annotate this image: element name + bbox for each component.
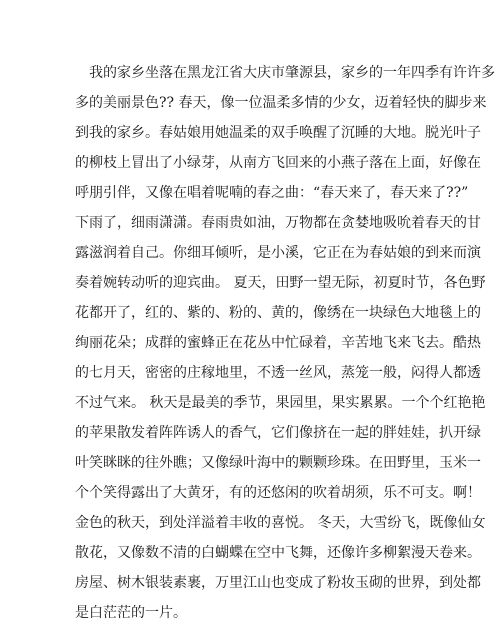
text-line: 的柳枝上冒出了小绿芽，从南方飞回来的小燕子落在上面，好像在 [75,155,481,171]
text-line: 到我的家乡。春姑娘用她温柔的双手唤醒了沉睡的大地。脱光叶子 [75,125,481,141]
text-line: 花都开了，红的、紫的、粉的、黄的，像绣在一块绿色大地毯上的 [75,305,481,321]
text-line: 个个笑得露出了大黄牙，有的还悠闲的吹着胡须，乐不可支。啊！ [75,485,481,501]
text-line: 不过气来。 秋天是最美的季节，果园里，果实累累。一个个红艳艳 [75,395,486,411]
text-line: 的苹果散发着阵阵诱人的香气，它们像挤在一起的胖娃娃，扒开绿 [75,425,481,441]
essay-paragraph [75,58,495,628]
text-line: 是白茫茫的一片。 [75,605,187,621]
text-line: 绚丽花朵；成群的蜜蜂正在花丛中忙碌着，辛苦地飞来飞去。酷热 [75,335,481,351]
text-line: 散花，又像数不清的白蝴蝶在空中飞舞，还像许多柳絮漫天卷来。 [75,545,481,561]
text-line: 金色的秋天，到处洋溢着丰收的喜悦。 冬天，大雪纷飞，既像仙女 [75,515,486,531]
text-line: 下雨了，细雨潇潇。春雨贵如油，万物都在贪婪地吸吮着春天的甘 [75,215,481,231]
text-line: 呼朋引伴，又像在唱着呢喃的春之曲：“春天来了，春天来了??” [75,185,469,201]
text-line: 多的美丽景色?? 春天，像一位温柔多情的少女，迈着轻快的脚步来 [75,95,487,111]
text-line: 房屋、树木银装素裹，万里江山也变成了粉妆玉砌的世界，到处都 [75,575,481,591]
text-line: 我的家乡坐落在黑龙江省大庆市肇源县，家乡的一年四季有许许多 [75,65,495,81]
text-line: 的七月天，密密的庄稼地里，不透一丝风，蒸笼一般，闷得人都透 [75,365,481,381]
text-line: 奏着婉转动听的迎宾曲。 夏天，田野一望无际，初夏时节，各色野 [75,275,486,291]
text-line: 叶笑眯眯的往外瞧；又像绿叶海中的颗颗珍珠。在田野里，玉米一 [75,455,481,471]
text-line: 露滋润着自己。你细耳倾听，是小溪，它正在为春姑娘的到来而演 [75,245,481,261]
